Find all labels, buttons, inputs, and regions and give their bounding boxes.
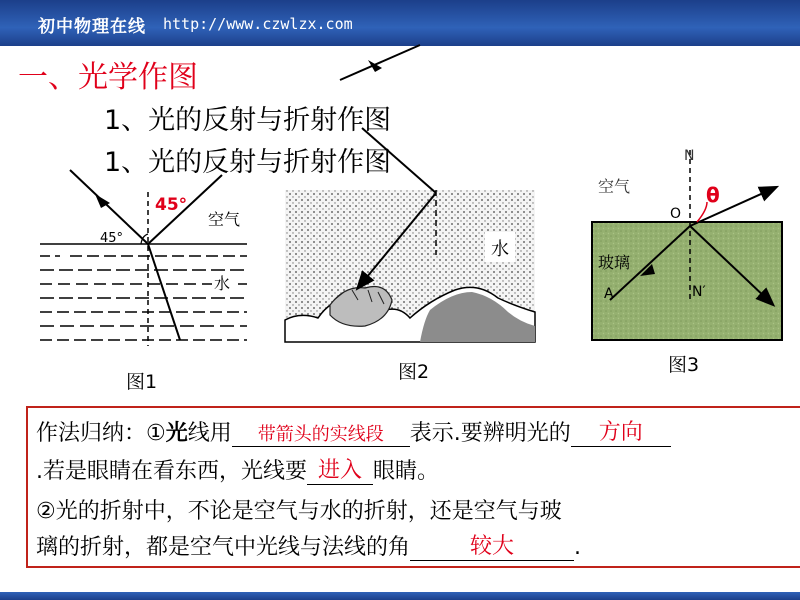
fig1-angle-label-small: 45° (100, 231, 124, 246)
answer-blank-2 (571, 422, 671, 447)
fig3-air-label: 空气 (598, 177, 631, 196)
figure-3 (592, 148, 782, 340)
answer-blank-3 (307, 460, 373, 485)
fig1-water-label: 水 (214, 274, 231, 293)
subtitle-2: 1、光的反射与折射作图 (104, 147, 392, 178)
top-ray (340, 45, 420, 80)
answer-4: 较大 (470, 534, 515, 559)
fig1-air-label: 空气 (208, 210, 241, 229)
summary-prefix-4: 璃的折射，都是空气中光线与法线的角 (36, 535, 411, 560)
summary-bold: 光 (165, 421, 188, 446)
fig3-normal-bottom: N′ (692, 284, 706, 300)
summary-line-1 (36, 416, 671, 447)
summary-prefix: 作法归纳：① (36, 421, 166, 446)
summary-suffix-2: 眼睛。 (373, 459, 440, 484)
footer-bar (0, 592, 800, 600)
fig3-normal-top: N (684, 148, 695, 164)
answer-blank-4 (410, 536, 574, 561)
summary-suffix-4: . (574, 535, 582, 560)
fig1-angle-label: 45° (155, 195, 188, 215)
answer-blank-1 (232, 422, 410, 447)
figure-2 (285, 45, 535, 342)
answer-3: 进入 (317, 458, 362, 483)
fig3-theta: θ (706, 183, 720, 207)
page-heading: 一、光学作图 (18, 60, 198, 95)
refracted-ray-fig3 (690, 190, 770, 226)
subtitle-1: 1、光的反射与折射作图 (104, 105, 392, 136)
fig3-caption: 图3 (668, 354, 700, 376)
figure-1 (40, 170, 247, 346)
summary-suffix-1: 表示.要辨明光的 (409, 421, 571, 446)
fig2-caption: 图2 (398, 361, 430, 383)
summary-line-2 (36, 454, 439, 485)
summary-box (26, 406, 800, 568)
site-logo: 初中物理在线 (38, 17, 146, 37)
fig3-point-a: A (604, 286, 614, 302)
summary-line-3: ②光的折射中，不论是空气与水的折射，还是空气与玻 (36, 499, 562, 524)
fig1-caption: 图1 (126, 371, 158, 393)
fig3-point-o: O (670, 206, 682, 222)
summary-line-4 (36, 530, 581, 561)
summary-prefix-2: .若是眼睛在看东西，光线要 (36, 459, 307, 484)
fig3-glass-label: 玻璃 (598, 253, 631, 272)
site-url: http://www.czwlzx.com (163, 15, 353, 33)
fig2-water-label: 水 (491, 239, 509, 260)
incident-ray-fig2 (362, 128, 436, 193)
answer-2: 方向 (598, 420, 643, 445)
summary-mid: 线用 (187, 421, 232, 446)
answer-1: 带箭头的实线段 (257, 424, 384, 445)
